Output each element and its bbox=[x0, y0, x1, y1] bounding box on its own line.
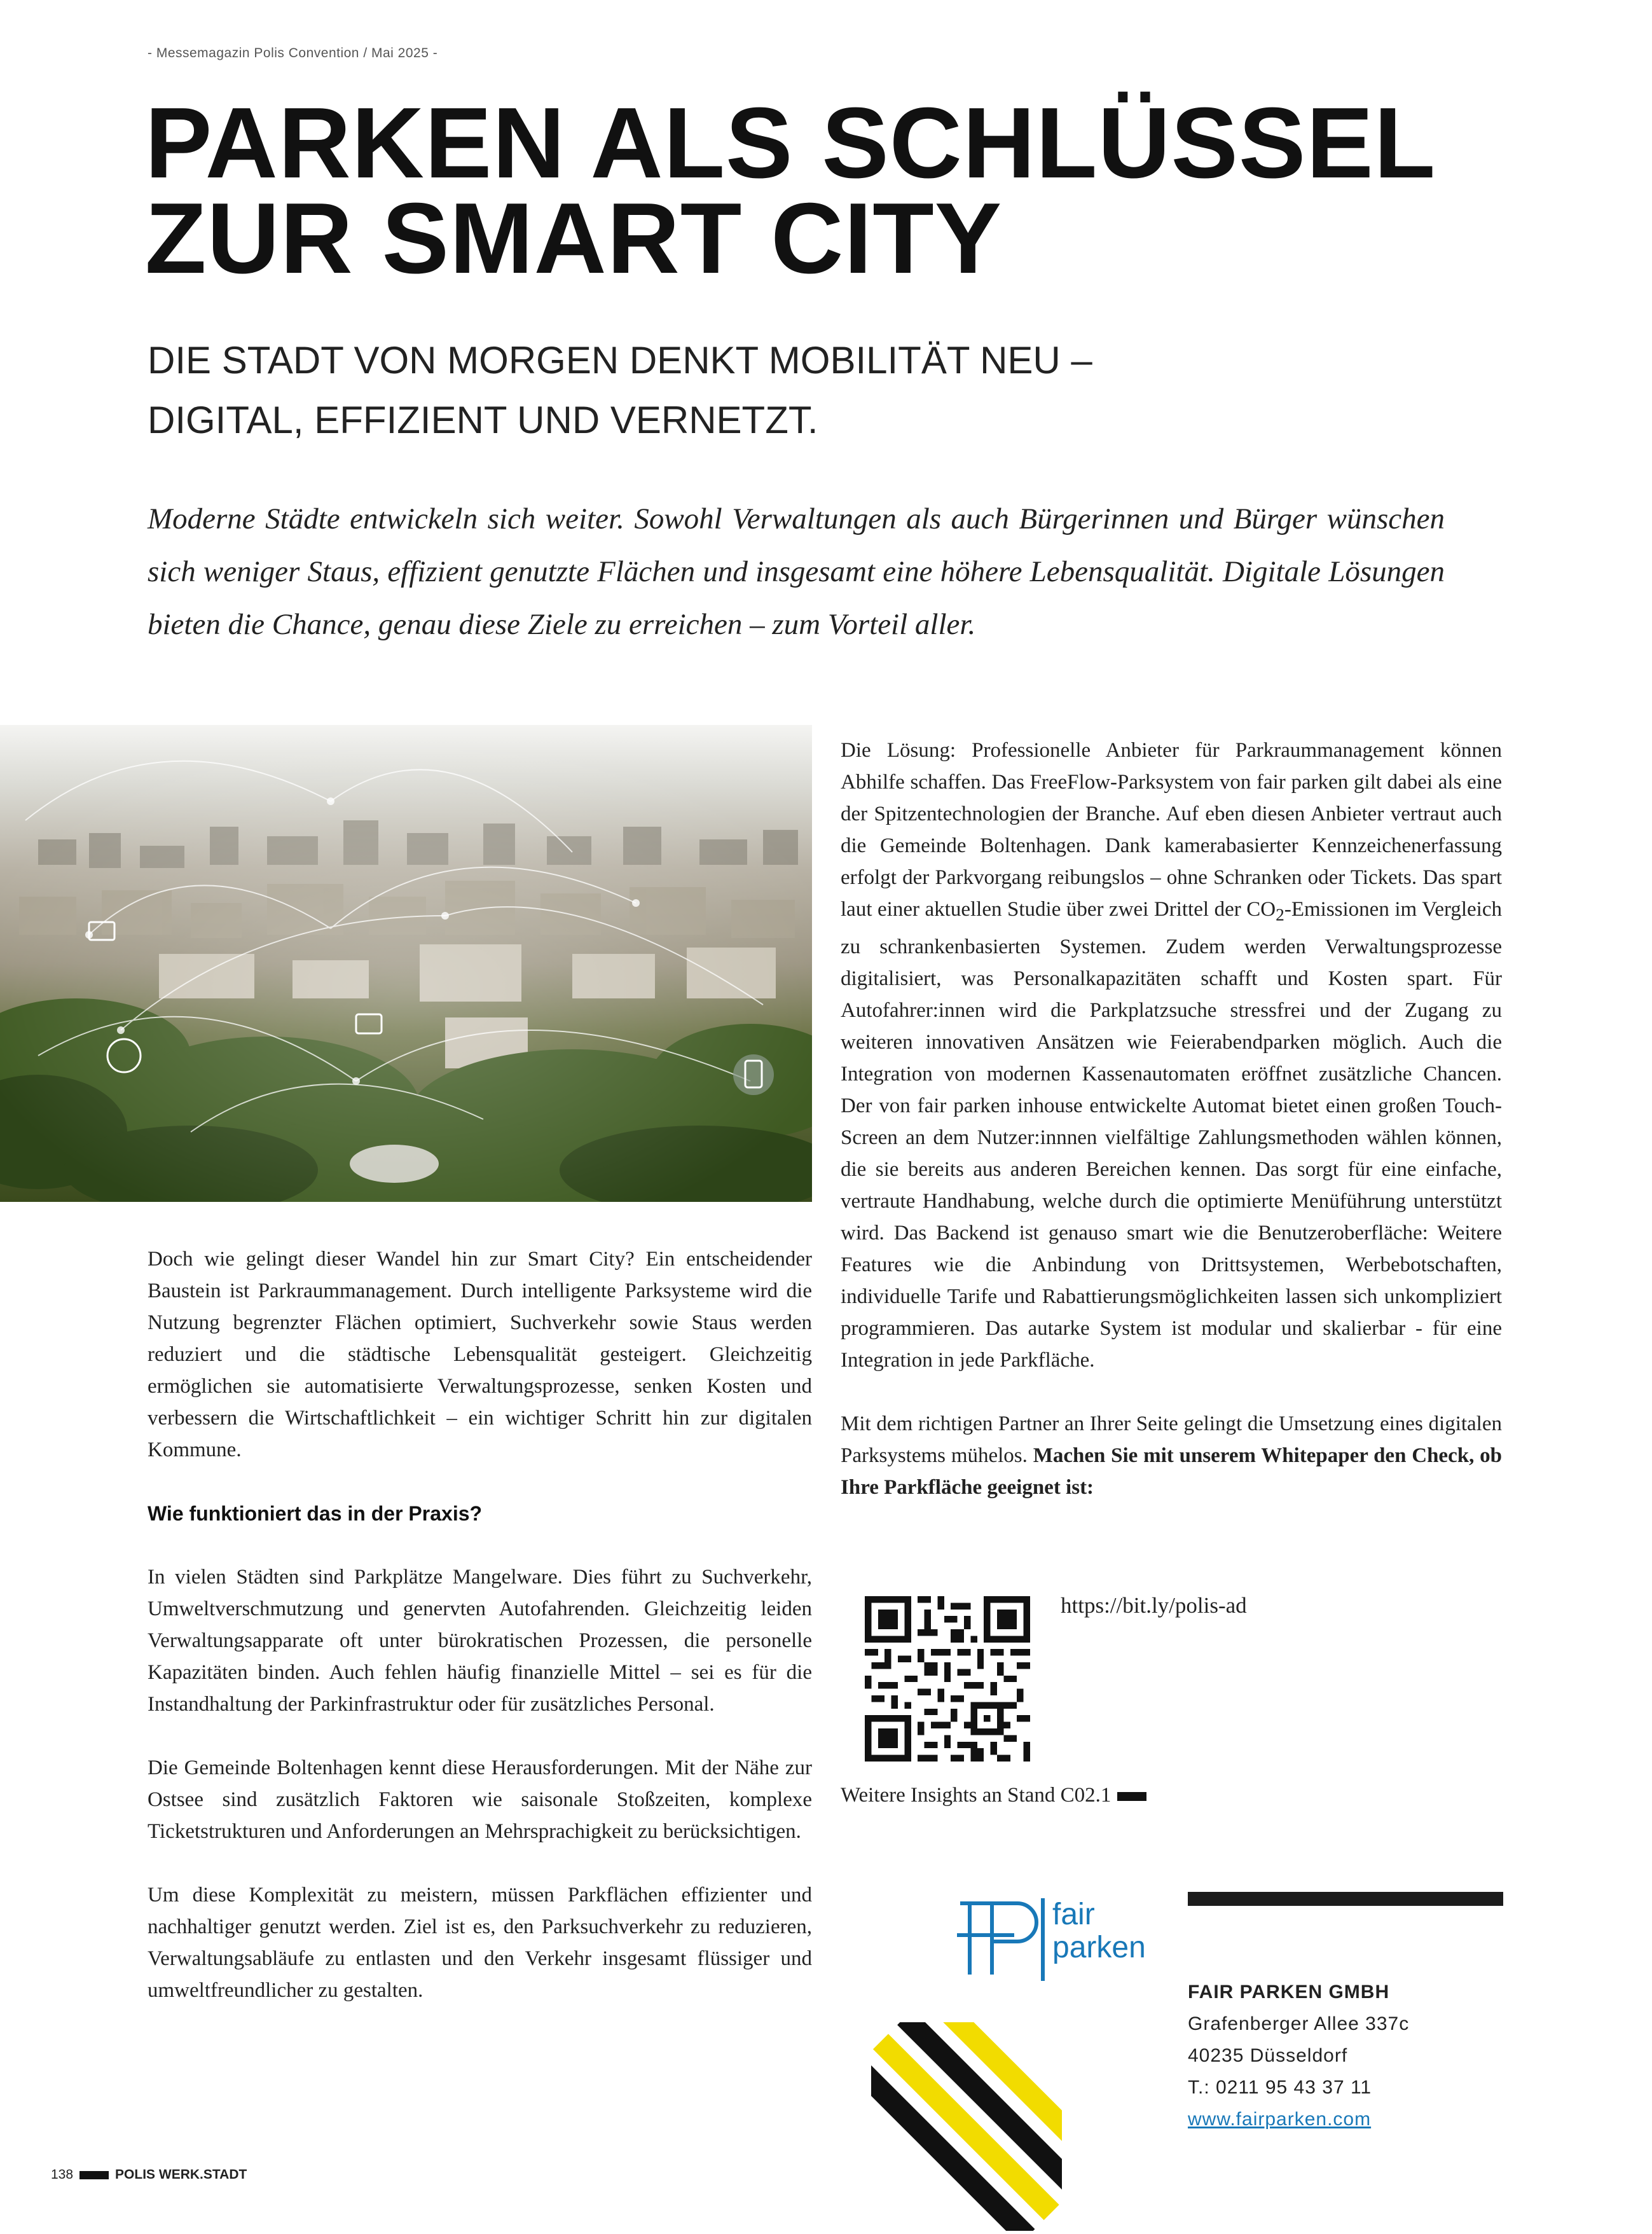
company-name: FAIR PARKEN GMBH bbox=[1188, 1982, 1390, 2003]
right-paragraph-2-text: Mit dem richtigen Partner an Ihrer Seite gelingt die Umsetzung eines digitalen Parksystems mühelos. bbox=[841, 1412, 1502, 1467]
title-line-2: ZUR SMART CITY bbox=[145, 183, 1003, 294]
right-column bbox=[841, 734, 1502, 1535]
title-line-1: PARKEN ALS SCHLÜSSEL bbox=[145, 87, 1436, 199]
left-paragraph-3: Die Gemeinde Boltenhagen kennt diese Herausforderungen. Mit der Nähe zur Ostsee sind zusätzlich Faktoren wie saisonale Stoßzeiten, komplexe Ticketstrukturen und Anforderungen an Mehrsprachigkeit zu berücksichtigen. bbox=[148, 1756, 812, 1843]
left-column bbox=[148, 1243, 812, 2038]
page-number: 138 bbox=[51, 2167, 74, 2182]
decorative-stripes bbox=[871, 2022, 1062, 2231]
contact-block bbox=[1188, 1976, 1409, 2135]
page-footer bbox=[51, 2167, 247, 2182]
company-street: Grafenberger Allee 337c bbox=[1188, 2013, 1410, 2034]
aerial-city-photo bbox=[0, 725, 812, 1202]
page-subtitle bbox=[148, 331, 1546, 450]
qr-url-link[interactable]: https://bit.ly/polis-ad bbox=[1061, 1593, 1247, 1618]
lead-paragraph: Moderne Städte entwickeln sich weiter. Sowohl Verwaltungen als auch Bürgerinnen und Bürger wünschen sich weniger Staus, effizient genutzte Flächen und insgesamt eine höhere Lebensqualität. Digitale Lösungen bieten die Chance, genau diese Ziele zu erreichen – zum Vorteil aller. bbox=[148, 502, 1445, 641]
company-city: 40235 Düsseldorf bbox=[1188, 2045, 1348, 2066]
logo-line-fair: fair bbox=[1052, 1898, 1095, 1931]
left-paragraph-4: Um diese Komplexität zu meistern, müssen Parkflächen effizienter und nachhaltiger genutzt werden. Ziel ist es, den Parksuchverkehr zu reduzieren, Verwaltungsabläufe zu entlasten und den Verkehr insgesamt flüssiger und umweltfreundlicher zu gestalten. bbox=[148, 1884, 812, 2002]
footer-bar bbox=[79, 2171, 109, 2179]
page-title bbox=[145, 87, 1607, 294]
stand-info-text: Weitere Insights an Stand C02.1 bbox=[841, 1784, 1112, 1807]
company-phone: T.: 0211 95 43 37 11 bbox=[1188, 2077, 1372, 2098]
qr-code[interactable] bbox=[865, 1596, 1030, 1762]
stand-info bbox=[841, 1784, 1146, 1807]
co2-subscript: 2 bbox=[1276, 904, 1284, 925]
left-paragraph-1: Doch wie gelingt dieser Wandel hin zur Smart City? Ein entscheidender Baustein ist Parkraummanagement. Durch intelligente Parksysteme wird die Nutzung begrenzter Flächen optimiert, Suchverkehr sowie Staus werden reduziert und die städtische Lebensqualität gesteigert. Gleichzeitig ermöglichen sie automatisierte Verwaltungsprozesse, senken Kosten und verbessern die Wirtschaftlichkeit – ein wichtiger Schritt hin zur digitalen Kommune. bbox=[148, 1248, 812, 1461]
logo-line-parken: parken bbox=[1052, 1931, 1146, 1964]
right-paragraph-1 bbox=[841, 734, 1502, 1376]
kicker: - Messemagazin Polis Convention / Mai 2025 - bbox=[148, 46, 438, 60]
left-paragraph-2: In vielen Städten sind Parkplätze Mangelware. Dies führt zu Suchverkehr, Umweltverschmutzung und genervten Autofahrenden. Gleichzeitig leiden Verwaltungsapparate oft unter bürokratischen Prozessen, die personelle Kapazitäten binden. Auch fehlen häufig finanzielle Mittel – sei es für die Instandhaltung der Parkinfrastruktur oder für zusätzliches Personal. bbox=[148, 1566, 812, 1716]
section-heading: Wie funktioniert das in der Praxis? bbox=[148, 1502, 483, 1525]
whitepaper-call-to-action: Machen Sie mit unserem Whitepaper den Check, ob Ihre Parkfläche geeignet ist: bbox=[841, 1444, 1502, 1499]
logo-wordmark bbox=[1052, 1898, 1146, 1964]
magazine-name: POLIS WERK.STADT bbox=[115, 2167, 247, 2182]
right-paragraph-1-part-2: -Emissionen im Vergleich zu schrankenbasierten Systemen. Zudem werden Verwaltungsprozesse digitalisiert, was Personalkapazitäten schafft und Kosten spart. Für Autofahrer:innen wird die Parkplatzsuche stressfrei und der Zugang zu weiteren innovativen Ansätzen wie Feierabendparken möglich. Auch die Integration von modernen Kassenautomaten eröffnet zusätzliche Chancen. Der von fair parken inhouse entwickelte Automat bietet einen großen Touch-Screen an dem Nutzer:innnen vielfältige Zahlungsmethoden wählen können, die sie bereits aus anderen Bereichen kennen. Das sorgt für eine einfache, vertraute Handhabung, welche durch die optimierte Menüführung unterstützt wird. Das Backend ist genauso smart wie die Benutzeroberfläche: Weitere Features wie die Anbindung von Drittsystemen, Werbebotschaften, individuelle Tarife und Rabattierungsmöglichkeiten lassen sich unkompliziert programmieren. Das autarke System ist modular und skalierbar - für eine Integration in jede Parkfläche. bbox=[841, 898, 1502, 1372]
right-paragraph-2 bbox=[841, 1408, 1502, 1503]
subtitle-line-2: DIGITAL, EFFIZIENT UND VERNETZT. bbox=[148, 399, 818, 441]
right-paragraph-1-part-1: Die Lösung: Professionelle Anbieter für Parkraummanagement können Abhilfe schaffen. Das FreeFlow-Parksystem von fair parken gilt dabei als eine der Spitzentechnologien der Branche. Auf eben diesen Anbieter vertraut auch die Gemeinde Boltenhagen. Dank kamerabasierter Kennzeichenerfassung erfolgt der Parkvorgang reibungslos – ohne Schranken oder Tickets. Das spart laut einer aktuellen Studie über zwei Drittel der CO bbox=[841, 739, 1502, 921]
subtitle-line-1: DIE STADT VON MORGEN DENKT MOBILITÄT NEU – bbox=[148, 339, 1092, 382]
stand-info-bar bbox=[1117, 1792, 1146, 1801]
contact-divider bbox=[1188, 1892, 1503, 1906]
company-website-link[interactable]: www.fairparken.com bbox=[1188, 2109, 1372, 2130]
